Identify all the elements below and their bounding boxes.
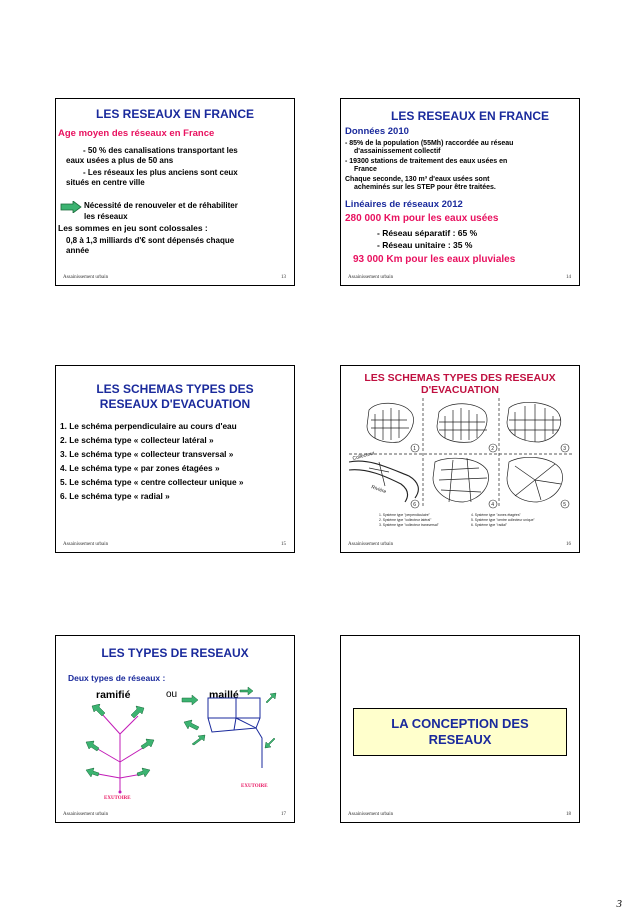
slide-footer: Assainissement urbain	[348, 812, 394, 817]
outlet-label: EXUTOIRE	[241, 784, 268, 789]
text-line: acheminés sur les STEP pour être traitées.	[354, 184, 496, 191]
slide-title: D'EVACUATION	[421, 384, 499, 396]
text-line: situés en centre ville	[66, 178, 145, 187]
slide-title: RESEAUX D'EVACUATION	[99, 397, 251, 411]
slide-14	[340, 98, 580, 286]
slide-number: 17	[281, 812, 286, 817]
slide-18	[340, 635, 580, 823]
legend-item: 1. Système type "perpendiculaire"	[379, 513, 430, 517]
text-line: Les sommes en jeu sont colossales :	[58, 223, 208, 233]
slide-title: LES TYPES DE RESEAUX	[101, 646, 249, 660]
branched-network-diagram	[72, 704, 162, 800]
list-item: 2. Le schéma type « collecteur latéral »	[60, 435, 214, 445]
slide-title: LES SCHEMAS TYPES DES	[96, 382, 254, 396]
legend-item: 5. Système type "centre collecteur unique"	[471, 518, 535, 522]
page-number: 3	[616, 898, 622, 910]
legend-item: 6. Système type "radial"	[471, 523, 507, 527]
text-line: - 50 % des canalisations transportant les	[83, 146, 238, 155]
intro-text: Deux types de réseaux :	[68, 673, 166, 683]
list-item: 3. Le schéma type « collecteur transversal »	[60, 449, 234, 459]
text-line: eaux usées a plus de 50 ans	[66, 156, 174, 165]
schema-number: 4	[491, 502, 495, 508]
map-label: Rivière	[370, 484, 387, 496]
slide-subtitle: Age moyen des réseaux en France	[58, 128, 215, 139]
slide-title: LES SCHEMAS TYPES DES RESEAUX	[364, 372, 556, 384]
text-line: - Les réseaux les plus anciens sont ceux	[83, 168, 238, 177]
text-line: - Réseau séparatif : 65 %	[377, 228, 478, 238]
slide-15	[55, 365, 295, 553]
slide-number: 13	[281, 275, 286, 280]
slide-16	[340, 365, 580, 553]
map-label: Collecteur	[351, 450, 376, 462]
text-line: d'assainissement collectif	[354, 148, 441, 155]
schema-number: 2	[491, 446, 495, 452]
slide-footer: Assainissement urbain	[63, 275, 109, 280]
list-item: 4. Le schéma type « par zones étagées »	[60, 463, 220, 473]
type-label: maillé	[209, 689, 239, 701]
meshed-network-diagram	[174, 684, 284, 784]
section-title: Linéaires de réseaux 2012	[345, 199, 463, 210]
slide-footer: Assainissement urbain	[63, 812, 109, 817]
slide-number: 14	[566, 275, 571, 280]
slide-title: LES RESEAUX EN FRANCE	[390, 109, 550, 123]
slide-number: 18	[566, 812, 571, 817]
schema-number: 3	[563, 446, 567, 452]
list-item: 5. Le schéma type « centre collecteur unique »	[60, 477, 244, 487]
text-line: - 19300 stations de traitement des eaux usées en	[345, 158, 508, 165]
text-line: - 85% de la population (55Mh) raccordée au réseau	[345, 140, 514, 147]
section-title-box	[353, 708, 567, 756]
legend-item: 4. Système type "zones étagées"	[471, 513, 521, 517]
schema-number: 1	[413, 446, 417, 452]
arrow-right-icon	[60, 201, 82, 213]
section-title-line: LA CONCEPTION DES	[391, 716, 529, 731]
outlet-label: EXUTOIRE	[104, 796, 131, 801]
text-line: - Réseau unitaire : 35 %	[377, 240, 473, 250]
schema-number: 6	[413, 502, 417, 508]
slide-number: 15	[281, 542, 286, 547]
slide-number: 16	[566, 542, 571, 547]
network-schemas-illustration	[349, 398, 573, 528]
slide-13	[55, 98, 295, 286]
section-title-line: RESEAUX	[428, 732, 492, 747]
highlight-text: 280 000 Km pour les eaux usées	[345, 213, 499, 224]
slide-footer: Assainissement urbain	[63, 542, 109, 547]
slide-title: LES RESEAUX EN FRANCE	[95, 107, 255, 121]
schema-number: 5	[563, 502, 567, 508]
slide-footer: Assainissement urbain	[348, 275, 394, 280]
text-line: France	[354, 166, 377, 173]
section-title: Données 2010	[345, 126, 409, 137]
text-line: Nécessité de renouveler et de réhabiliter	[84, 201, 238, 210]
text-or: ou	[166, 689, 178, 700]
slide-17	[55, 635, 295, 823]
highlight-text: 93 000 Km pour les eaux pluviales	[353, 254, 516, 265]
slide-footer: Assainissement urbain	[348, 542, 394, 547]
legend-item: 3. Système type "collecteur transversal"	[379, 523, 439, 527]
list-item: 1. Le schéma perpendiculaire au cours d'eau	[60, 421, 237, 431]
text-line: les réseaux	[84, 212, 128, 221]
text-line: 0,8 à 1,3 milliards d'€ sont dépensés chaque	[66, 236, 235, 245]
legend-item: 2. Système type "collecteur latéral"	[379, 518, 432, 522]
text-line: année	[66, 246, 90, 255]
list-item: 6. Le schéma type « radial »	[60, 491, 170, 501]
type-label: ramifié	[96, 689, 131, 701]
text-line: Chaque seconde, 130 m³ d'eaux usées sont	[345, 176, 490, 183]
